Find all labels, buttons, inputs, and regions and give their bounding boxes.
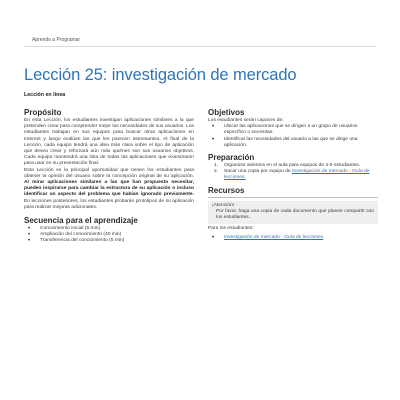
left-column bbox=[24, 108, 194, 245]
objetivos-list bbox=[208, 124, 378, 149]
resources-list bbox=[208, 235, 378, 241]
secuencia-list bbox=[24, 226, 194, 245]
proposito-heading: Propósito bbox=[24, 108, 62, 117]
step-text: Organizar asientos en el aula para equipos de 4-5 estudiantes. bbox=[224, 163, 361, 169]
list-item: • Ubicar las aplicaciones que se dirigen a un grupo de usuarios específico o necesitan. bbox=[208, 124, 378, 136]
header-text: Aprendo a Programar bbox=[32, 37, 81, 43]
step-text: Sacar una copia por equipo de bbox=[224, 169, 292, 175]
attention-note bbox=[208, 201, 378, 225]
objetivos-intro: Los estudiantes serán capaces de: bbox=[208, 118, 284, 123]
student-guide-link[interactable]: Investigación de mercado - Guía de lecciones bbox=[224, 235, 324, 241]
list-item: • Transferencia del conocimiento (5 min) bbox=[24, 238, 194, 244]
list-item bbox=[208, 169, 378, 181]
list-item: • Conocimiento inicial (5 min) bbox=[24, 226, 194, 232]
objetivos-heading: Objetivos bbox=[208, 108, 245, 117]
page-title: Lección 25: investigación de mercado bbox=[24, 66, 297, 84]
list-item bbox=[208, 235, 378, 241]
preparacion-heading: Preparación bbox=[208, 153, 255, 163]
list-item: • Ampliación del conocimiento (40 min) bbox=[24, 232, 194, 238]
recursos-heading: Recursos bbox=[208, 186, 378, 198]
secuencia-heading: Secuencia para el aprendizaje bbox=[24, 216, 138, 226]
note-body: Por favor, haga una copia de cada documento que planee compartir con los estudiantes. bbox=[216, 208, 374, 221]
header-divider bbox=[24, 46, 376, 47]
page-subtitle: Lección en línea bbox=[24, 92, 66, 98]
step-number: 2. bbox=[214, 169, 219, 175]
proposito-p2-text-a: Esta Lección es la principal oportunidad que tienen los estudiantes para obtener la opinión del usuario sobre la concepción original de su aplicación. bbox=[24, 167, 194, 179]
note-title: ¡Atención! bbox=[212, 202, 235, 208]
right-column bbox=[208, 108, 378, 242]
proposito-p2-bold: Al mirar aplicaciones similares a las que han propuesto necesitar, pueden inspirarse para cambiar la estructura de su aplicación o incluso identificar un aspecto del problema que habían ignorado previamente. bbox=[24, 180, 194, 198]
step-number: 1. bbox=[214, 163, 219, 169]
proposito-p2-text-c: En lecciones posteriores, los estudiantes probarán prototipos de su aplicación para realizar mejoras adicionales. bbox=[24, 198, 194, 210]
proposito-paragraph-1: En esta Lección, los estudiantes investigan aplicaciones similares a la que pretenden crear para comprender mejor las necesidades de sus usuarios. Los estudiantes trabajan en sus equipos para buscar otras aplicaciones en Internet y luego evalúan las que les parecen interesantes. Al final de la Lección, cada equipo tendrá una idea más clara sobre el tipo de aplicación que desea crear y reforzará aún más quiénes son sus usuarios objetivos. Cada equipo mantendrá una lista de todas las aplicaciones que examinaron para usar en su presentación final. bbox=[24, 118, 194, 167]
guia-link[interactable]: Investigación de mercado - Guía de lecciones. bbox=[224, 169, 370, 181]
list-item: • Identificar las necesidades del usuario a las que se dirige una aplicación. bbox=[208, 137, 378, 149]
proposito-paragraph-2 bbox=[24, 168, 194, 211]
preparacion-list bbox=[208, 163, 378, 182]
students-label: Para los estudiantes: bbox=[208, 226, 254, 232]
